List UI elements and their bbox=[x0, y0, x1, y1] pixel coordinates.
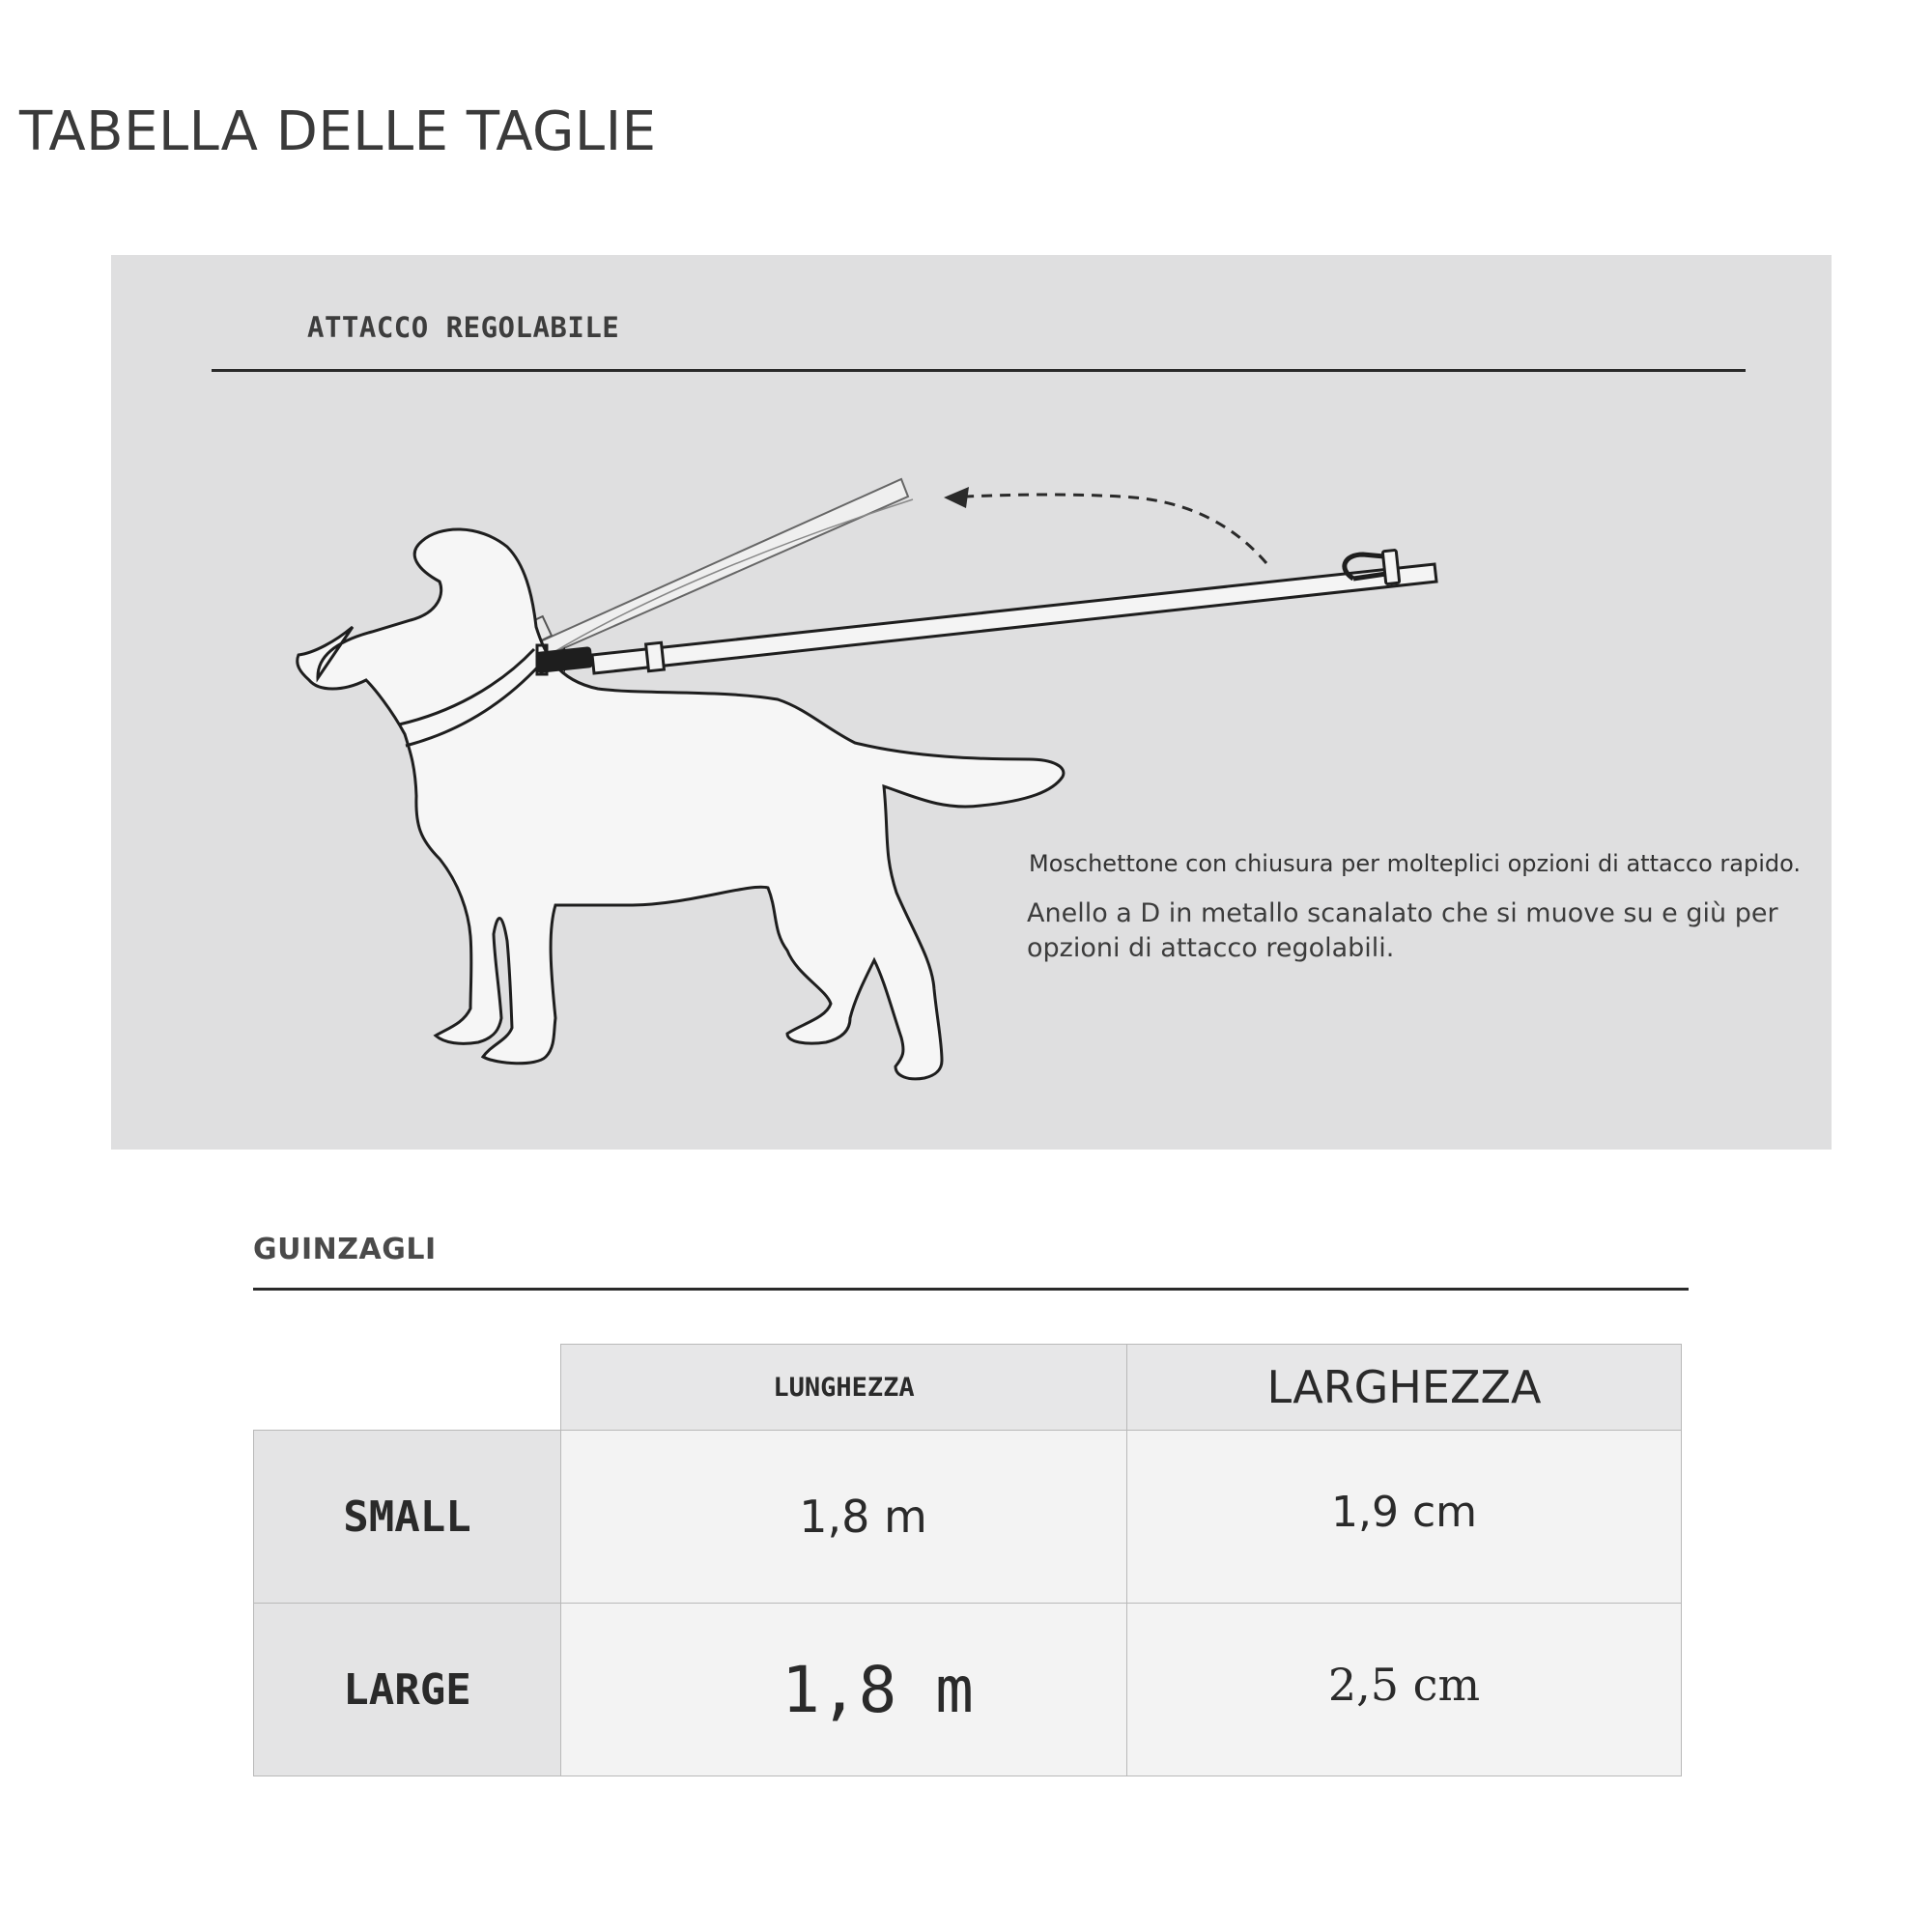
small-width-value: 1,9 cm bbox=[1126, 1430, 1682, 1604]
page-title: TABELLA DELLE TAGLIE bbox=[19, 100, 657, 163]
panel-heading: ATTACCO REGOLABILE bbox=[307, 311, 620, 344]
large-length-value: 1,8 m bbox=[560, 1603, 1127, 1776]
dashed-arrow-icon bbox=[944, 487, 1266, 563]
column-header-width: LARGHEZZA bbox=[1126, 1344, 1682, 1431]
d-ring-description: Anello a D in metallo scanalato che si muove su e giù per opzioni di attacco regolabili. bbox=[1027, 898, 1778, 963]
attachment-panel bbox=[111, 255, 1832, 1150]
section-heading-leashes: GUINZAGLI bbox=[253, 1233, 437, 1266]
leash-icon bbox=[535, 564, 1436, 674]
dog-leash-illustration bbox=[111, 255, 1832, 1150]
large-width-value: 2,5 cm bbox=[1126, 1603, 1682, 1776]
dog-illustration bbox=[298, 529, 1064, 1079]
size-table bbox=[253, 1344, 1683, 1776]
carabiner-description: Moschettone con chiusura per molteplici opzioni di attacco rapido. bbox=[1029, 850, 1802, 877]
section-divider bbox=[253, 1288, 1689, 1291]
small-length-value: 1,8 m bbox=[560, 1430, 1127, 1604]
row-header-small: SMALL bbox=[253, 1430, 561, 1604]
row-header-large: LARGE bbox=[253, 1603, 561, 1776]
column-header-length: LUNGHEZZA bbox=[560, 1344, 1127, 1431]
